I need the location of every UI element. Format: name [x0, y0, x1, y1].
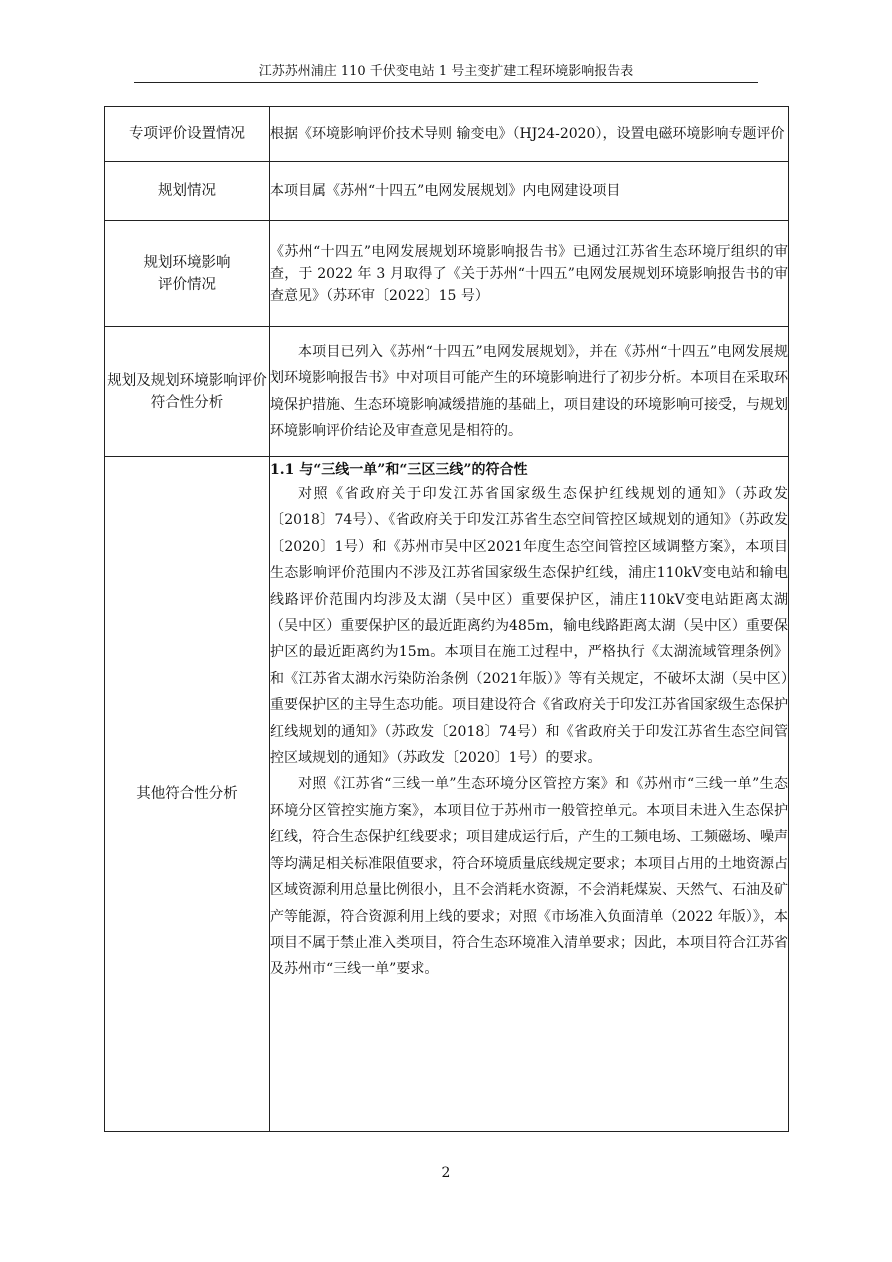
row-label-special-assessment: 专项评价设置情况 [105, 107, 270, 162]
page-number: 2 [441, 1165, 451, 1181]
section-title-1-1: 1.1 与“三线一单”和“三区三线”的符合性 [270, 462, 528, 478]
row-label-other-conformity: 其他符合性分析 [105, 457, 270, 1132]
table-row-planning [105, 162, 789, 221]
table-row-special-assessment [105, 107, 789, 162]
planning-eia-text: 《苏州“十四五”电网发展规划环境影响报告书》已通过江苏省生态环境厅组织的审查，于 2022 年 3 月取得了《关于苏州“十四五”电网发展规划环境影响报告书的审查意见》（苏环审〔2022〕15 号） [270, 243, 788, 304]
table-row-other-conformity [105, 457, 789, 1132]
document-header-title: 江苏苏州浦庄 110 千伏变电站 1 号主变扩建工程环境影响报告表 [258, 64, 634, 79]
special-assessment-text: 根据《环境影响评价技术导则 输变电》（HJ24-2020），设置电磁环境影响专题评价 [270, 126, 785, 142]
other-conformity-para2: 对照《江苏省“三线一单”生态环境分区管控方案》和《苏州市“三线一单”生态环境分区管控实施方案》，本项目位于苏州市一般管控单元。本项目未进入生态保护红线，符合生态保护红线要求；项目建成运行后，产生的工频电场、工频磁场、噪声等均满足相关标准限值要求，符合环境质量底线规定要求；本项目占用的土地资源占区域资源利用总量比例很小，且不会消耗水资源，不会消耗煤炭、天然气、石油及矿产等能源，符合资源利用上线的要求；对照《市场准入负面清单（2022 年版）》，本项目不属于禁止准入类项目，符合生态环境准入清单要求；因此，本项目符合江苏省及苏州市“三线一单”要求。 [270, 776, 788, 978]
planning-conformity-text: 本项目已列入《苏州“十四五”电网发展规划》，并在《苏州“十四五”电网发展规划环境影响报告书》中对项目可能产生的环境影响进行了初步分析。本项目在采取环境保护措施、生态环境影响减缓措施的基础上，项目建设的环境影响可接受，与规划环境影响评价结论及审查意见是相符的。 [270, 343, 788, 439]
row-label-planning-eia [105, 221, 270, 327]
row-content-special-assessment [270, 107, 789, 162]
row-content-planning [270, 162, 789, 221]
planning-eia-label-line1: 规划环境影响 [143, 254, 231, 271]
planning-eia-label-line2: 评价情况 [158, 276, 216, 293]
row-content-other-conformity [270, 457, 789, 1132]
planning-text: 本项目属《苏州“十四五”电网发展规划》内电网建设项目 [270, 183, 621, 199]
table-row-planning-eia [105, 221, 789, 327]
row-content-planning-conformity [270, 327, 789, 457]
row-label-planning-conformity: 规划及规划环境影响评价符合性分析 [105, 327, 270, 457]
table-row-planning-conformity [105, 327, 789, 457]
other-conformity-para1: 对照《省政府关于印发江苏省国家级生态保护红线规划的通知》（苏政发〔2018〕74号）、《省政府关于印发江苏省生态空间管控区域规划的通知》（苏政发〔2020〕1号）和《苏州市吴中区2021年度生态空间管控区域调整方案》，本项目生态影响评价范围内不涉及江苏省国家级生态保护红线，浦庄110kV变电站和输电线路评价范围内均涉及太湖（吴中区）重要保护区，浦庄110kV变电站距离太湖（吴中区）重要保护区的最近距离约为485m，输电线路距离太湖（吴中区）重要保护区的最近距离约为15m。本项目在施工过程中，严格执行《太湖流域管理条例》和《江苏省太湖水污染防治条例（2021年版）》等有关规定，不破坏太湖（吴中区）重要保护区的主导生态功能。项目建设符合《省政府关于印发江苏省国家级生态保护红线规划的通知》（苏政发〔2018〕74号）和《省政府关于印发江苏省生态空间管控区域规划的通知》（苏政发〔2020〕1号）的要求。 [270, 486, 788, 767]
header-rule [134, 82, 758, 83]
row-content-planning-eia [270, 221, 789, 327]
assessment-table [104, 106, 789, 1132]
row-label-planning: 规划情况 [105, 162, 270, 221]
